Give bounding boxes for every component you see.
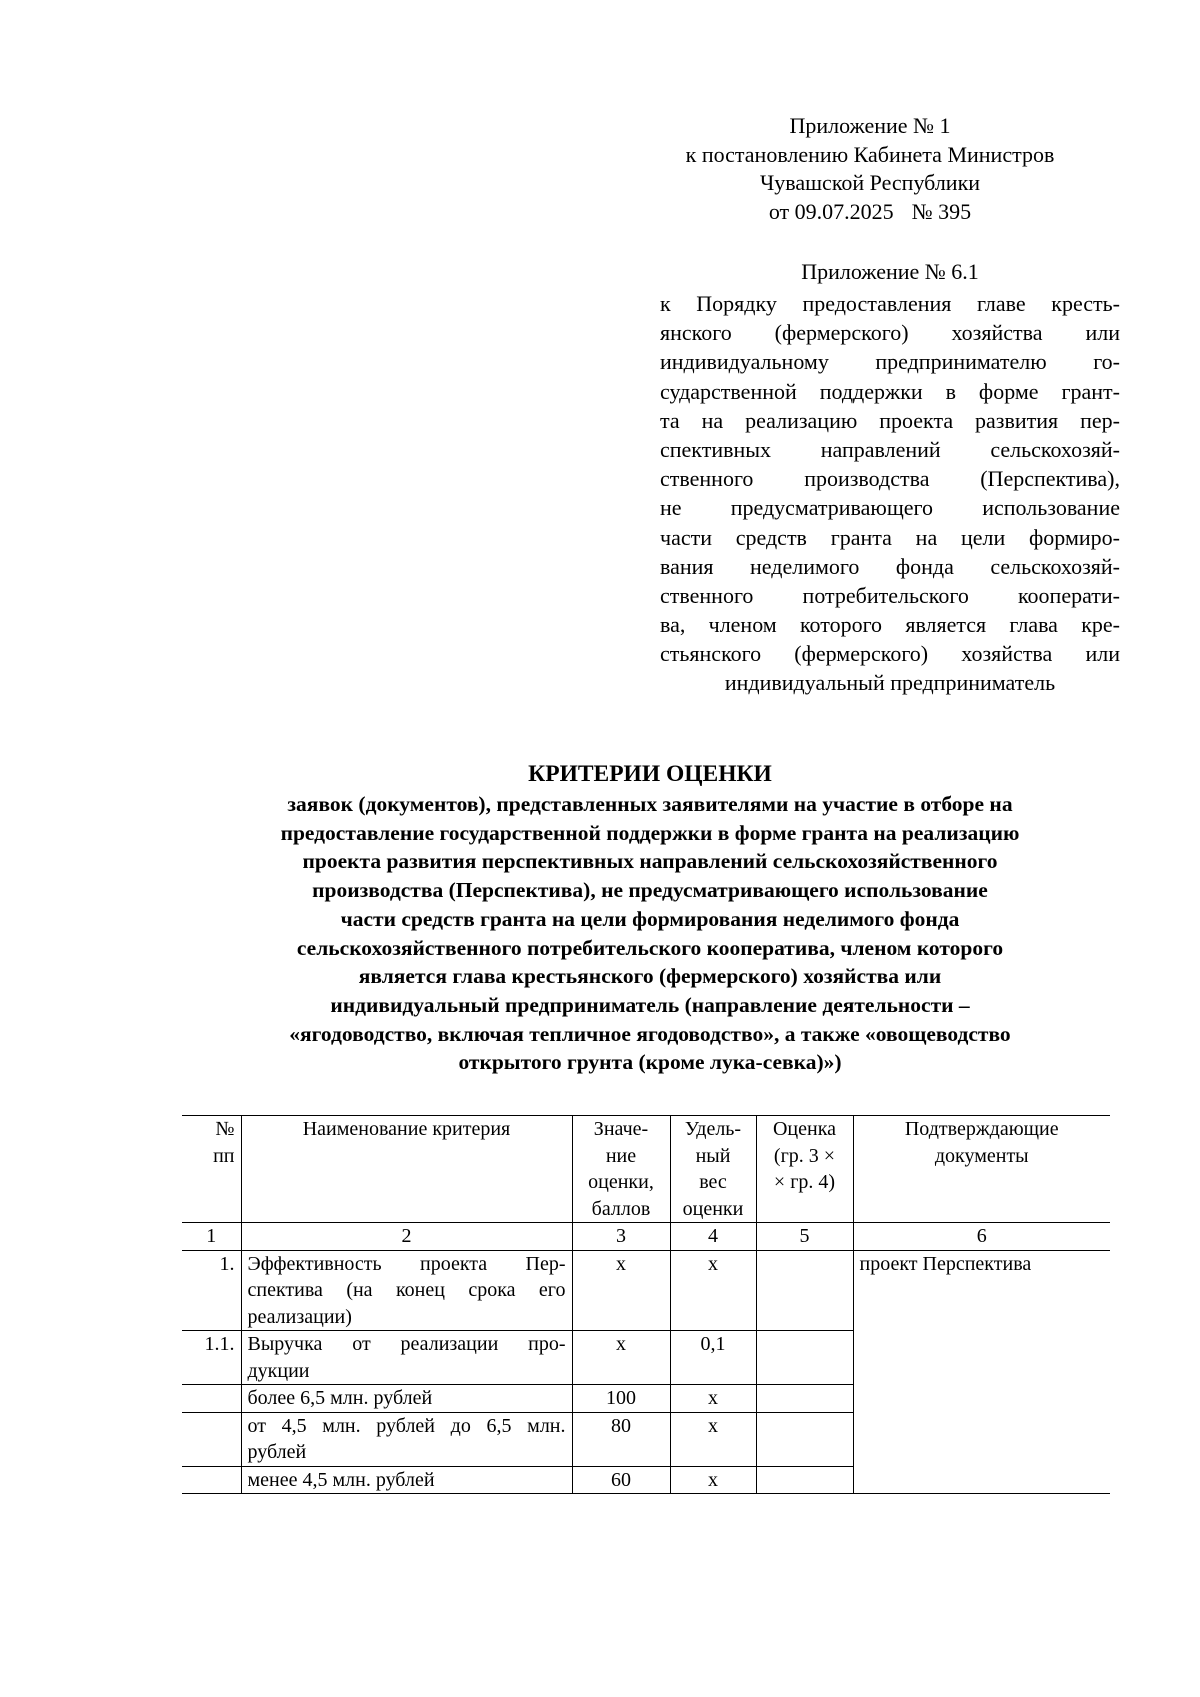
appendix-1-header <box>620 112 1120 226</box>
header-weight-line: вес <box>699 1171 727 1193</box>
column-number-row <box>182 1223 1110 1251</box>
appendix-1-date: от 09.07.2025 <box>768 198 894 224</box>
row-weight: 0,1 <box>670 1331 756 1385</box>
subtitle-line: индивидуальный предприниматель (направление деятельности – <box>330 992 970 1017</box>
row-docs: проект Перспектива <box>853 1250 1110 1494</box>
col-number: 3 <box>572 1223 670 1251</box>
header-weight <box>670 1116 756 1223</box>
header-value-line: Значе- <box>593 1118 649 1140</box>
subtitle-line: «ягодоводство, включая тепличное ягодоводство», а также «овощеводство <box>289 1021 1011 1046</box>
header-score-line: (гр. 3 × <box>773 1144 836 1167</box>
appendix-6-1-line: части средств гранта на цели формиро- <box>660 524 1120 550</box>
row-value: х <box>572 1331 670 1385</box>
header-num-line: пп <box>213 1144 235 1167</box>
row-name-line: менее 4,5 млн. рублей <box>247 1468 435 1491</box>
appendix-1-title: Приложение № 1 <box>789 113 951 138</box>
row-value: х <box>572 1250 670 1331</box>
appendix-1-number: № 395 <box>911 198 972 224</box>
row-name <box>241 1385 572 1413</box>
row-score <box>756 1385 853 1413</box>
appendix-6-1-line: ственного потребительского кооперати- <box>660 583 1120 609</box>
appendix-1-date-line <box>620 198 1120 227</box>
appendix-6-1-line: та на реализацию проекта развития пер- <box>660 407 1120 433</box>
row-name <box>241 1466 572 1494</box>
col-number: 1 <box>182 1223 241 1251</box>
appendix-6-1-line: к Порядку предоставления главе кресть- <box>660 291 1120 316</box>
row-value: 100 <box>572 1385 670 1413</box>
header-value-line: ние <box>605 1144 637 1167</box>
row-name-line: дукции <box>247 1359 310 1382</box>
subtitle-line: сельскохозяйственного потребительского кооператива, членом которого <box>296 935 1004 960</box>
header-value-line: баллов <box>591 1197 651 1220</box>
row-name-line: реализации) <box>247 1305 352 1328</box>
row-value: 60 <box>572 1466 670 1494</box>
appendix-6-1-last-line: индивидуальный предприниматель <box>724 670 1056 695</box>
header-num <box>182 1116 241 1223</box>
row-weight: х <box>670 1250 756 1331</box>
row-score <box>756 1331 853 1385</box>
row-name <box>241 1412 572 1466</box>
row-name-line: от 4,5 млн. рублей до 6,5 млн. <box>247 1414 566 1437</box>
row-name-line: Эффективность проекта Пер- <box>247 1252 566 1275</box>
appendix-6-1-line: спективных направлений сельскохозяй- <box>660 437 1120 463</box>
header-score-line: × гр. 4) <box>773 1171 836 1193</box>
row-name-line: рублей <box>247 1441 307 1463</box>
appendix-6-1-line: янского (фермерского) хозяйства или <box>660 320 1120 346</box>
header-docs-line: документы <box>934 1144 1029 1167</box>
appendix-6-1-title: Приложение № 6.1 <box>801 259 979 284</box>
appendix-6-1-line: ственного производства (Перспектива), <box>660 466 1120 492</box>
header-weight-line: ный <box>695 1144 731 1167</box>
header-docs-line: Подтверждающие <box>904 1118 1059 1140</box>
subtitle-line: является глава крестьянского (фермерского) хозяйства или <box>358 964 942 989</box>
appendix-1-line3: Чувашской Республики <box>759 170 981 195</box>
row-value: 80 <box>572 1412 670 1466</box>
row-num: 1. <box>182 1250 241 1331</box>
subtitle-line: заявок (документов), представленных заявителями на участие в отборе на <box>287 792 1013 816</box>
appendix-6-1-line: индивидуальному предпринимателю го- <box>660 349 1120 375</box>
header-weight-line: оценки <box>682 1197 744 1220</box>
subtitle-line: открытого грунта (кроме лука-севка)») <box>458 1050 842 1075</box>
col-number: 6 <box>853 1223 1110 1251</box>
subtitle-line: производства (Перспектива), не предусматривающего использование <box>312 878 988 903</box>
appendix-6-1-line: ва, членом которого является глава кре- <box>660 612 1120 638</box>
row-name <box>241 1250 572 1331</box>
row-score <box>756 1466 853 1494</box>
col-number: 2 <box>241 1223 572 1251</box>
subtitle-line: проекта развития перспективных направлений сельскохозяйственного <box>302 849 998 874</box>
row-num: 1.1. <box>182 1331 241 1385</box>
header-value <box>572 1116 670 1223</box>
appendix-6-1-body <box>660 289 1120 669</box>
appendix-6-1-line: не предусматривающего использование <box>660 495 1120 521</box>
table-header-row <box>182 1116 1110 1223</box>
col-number: 5 <box>756 1223 853 1251</box>
row-name-line: более 6,5 млн. рублей <box>247 1387 433 1409</box>
row-num <box>182 1466 241 1494</box>
appendix-1-line2: к постановлению Кабинета Министров <box>685 141 1055 167</box>
subtitle-line: части средств гранта на цели формирования неделимого фонда <box>340 906 960 931</box>
row-weight: х <box>670 1412 756 1466</box>
row-name <box>241 1331 572 1385</box>
criteria-table <box>182 1115 1110 1494</box>
row-num <box>182 1412 241 1466</box>
row-weight: х <box>670 1385 756 1413</box>
header-num-line: № <box>215 1118 235 1140</box>
row-weight: х <box>670 1466 756 1494</box>
appendix-6-1-line: вания неделимого фонда сельскохозяй- <box>660 553 1120 579</box>
row-score <box>756 1412 853 1466</box>
subtitle-line: предоставление государственной поддержки в форме гранта на реализацию <box>280 820 1020 845</box>
appendix-6-1-line: стьянского (фермерского) хозяйства или <box>660 641 1120 667</box>
header-weight-line: Удель- <box>684 1118 742 1140</box>
criteria-title: КРИТЕРИИ ОЦЕНКИ <box>528 761 772 787</box>
row-score <box>756 1250 853 1331</box>
header-docs <box>853 1116 1110 1223</box>
table-row <box>182 1250 1110 1331</box>
header-name: Наименование критерия <box>241 1116 572 1223</box>
col-number: 4 <box>670 1223 756 1251</box>
header-score-line: Оценка <box>772 1118 837 1140</box>
row-name-line: спектива (на конец срока его <box>247 1279 566 1301</box>
row-num <box>182 1385 241 1413</box>
header-value-line: оценки, <box>588 1171 654 1193</box>
appendix-6-1-line: сударственной поддержки в форме грант- <box>660 378 1120 404</box>
criteria-subtitle <box>190 790 1110 1077</box>
row-name-line: Выручка от реализации про- <box>247 1333 566 1355</box>
criteria-heading <box>190 758 1110 1077</box>
header-score <box>756 1116 853 1223</box>
